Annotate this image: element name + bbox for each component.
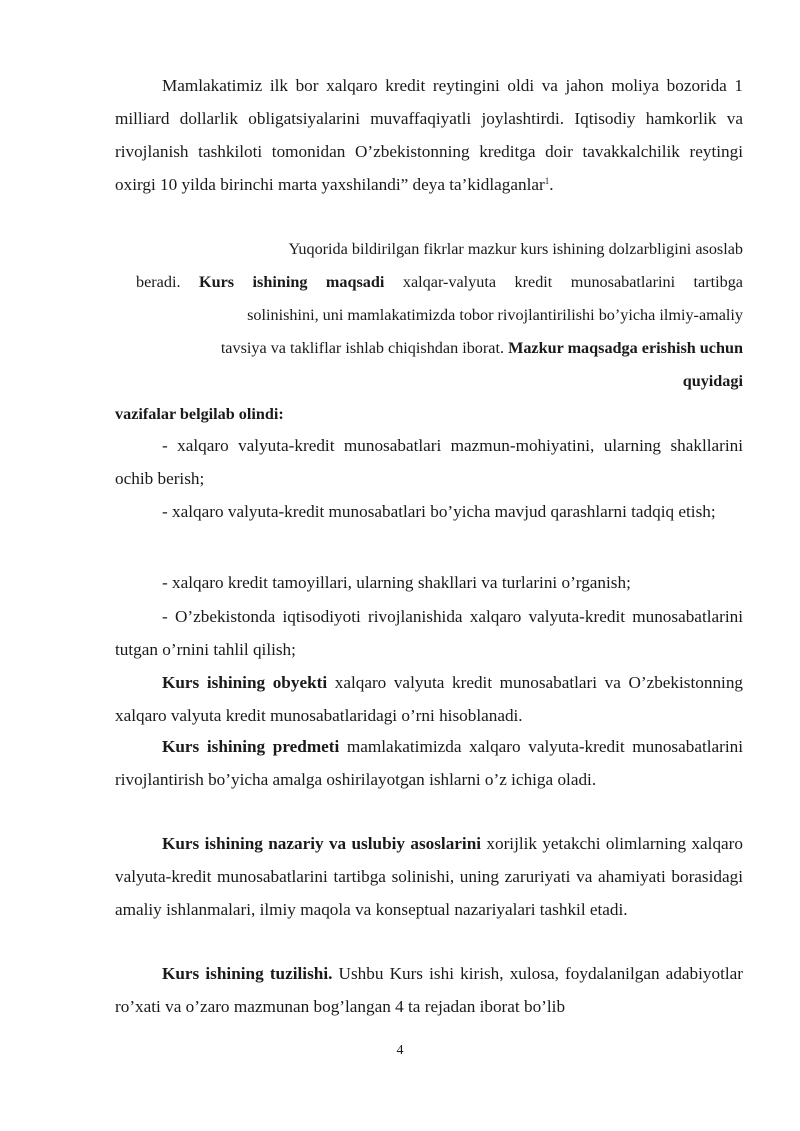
paragraph-predmet (115, 730, 743, 796)
dolzarblik-line-2c: xalqar-valyuta kredit munosabatlarini tartibga (384, 273, 743, 291)
obyekt-text: xalqaro valyuta kredit munosabatlari va O’zbekistonning xalqaro valyuta kredit munosabatlaridagi o’rni hisoblanadi. (115, 673, 744, 725)
tuzilish-label: Kurs ishining tuzilishi. (162, 964, 333, 983)
tuzilish-text: Ushbu Kurs ishi kirish, xulosa, foydalanilgan adabiyotlar ro’xati va o’zaro mazmunan bog’langan 4 ta rejadan iborat bo’lib (115, 964, 743, 1016)
page-number: 4 (396, 1043, 404, 1058)
maqsad-label: Kurs ishining maqsadi (198, 273, 385, 291)
footnote-marker: 1 (544, 176, 550, 186)
task-item-2: - xalqaro valyuta-kredit munosabatlari bo’yicha mavjud qarashlarni tadqiq etish; (162, 502, 716, 521)
dolzarblik-line-4 (0, 332, 743, 365)
vazifalar-heading: vazifalar belgilab olindi: (115, 405, 284, 423)
task-item-4: - O’zbekistonda iqtisodiyoti rivojlanishida xalqaro valyuta-kredit munosabatlarini tutgan o’rnini tahlil qilish; (115, 607, 743, 659)
dolzarblik-line-4a: tavsiya va takliflar ishlab chiqishdan iborat. (220, 339, 509, 357)
paragraph-intro-text: Mamlakatimiz ilk bor xalqaro kredit reytingini oldi va jahon moliya bozorida 1 milliard dollarlik obligatsiyalarini muvaffaqiyatli joylashtirdi. Iqtisodiy hamkorlik va rivojlanish tashkiloti tomonidan O’zbekistonning kreditga doir tavakkalchilik reytingi oxirgi 10 yilda birinchi marta yaxshilandi” deya ta’kidlaganlar (115, 76, 743, 194)
dolzarblik-line-1: Yuqorida bildirilgan fikrlar mazkur kurs ishining dolzarbligini asoslab (288, 240, 743, 258)
obyekt-label: Kurs ishining obyekti (162, 673, 328, 692)
dolzarblik-line-3: solinishini, uni mamlakatimizda tobor rivojlantirilishi bo’yicha ilmiy-amaliy (247, 306, 743, 324)
predmet-text: mamlakatimizda xalqaro valyuta-kredit munosabatlarini rivojlantirish bo’yicha amalga oshirilayotgan ishlarni o’z ichiga oladi. (115, 737, 744, 789)
paragraph-obyekt (115, 666, 743, 732)
paragraph-intro-end: . (549, 175, 554, 194)
paragraph-tuzilish (115, 957, 743, 1023)
asoslar-label: Kurs ishining nazariy va uslubiy asoslarini (162, 834, 482, 853)
dolzarblik-line-5: quyidagi (682, 372, 743, 390)
task-item-1: - xalqaro valyuta-kredit munosabatlari mazmun-mohiyatini, ularning shakllarini ochib berish; (115, 436, 743, 488)
dolzarblik-line-2 (136, 266, 743, 299)
maqsad-heading: Mazkur maqsadga erishish uchun (508, 339, 743, 357)
paragraph-intro (115, 69, 743, 201)
asoslar-text: xorijlik yetakchi olimlarning xalqaro valyuta-kredit munosabatlarini tartibga solinishi, uning zaruriyati va ahamiyati borasidagi amaliy ishlanmalari, ilmiy maqola va konseptual nazariyalari tashkil etadi. (115, 834, 743, 919)
predmet-label: Kurs ishining predmeti (162, 737, 340, 756)
paragraph-asoslar (115, 827, 743, 926)
dolzarblik-line-2a: beradi. (136, 273, 199, 291)
task-item-3: - xalqaro kredit tamoyillari, ularning shakllari va turlarini o’rganish; (162, 573, 631, 592)
